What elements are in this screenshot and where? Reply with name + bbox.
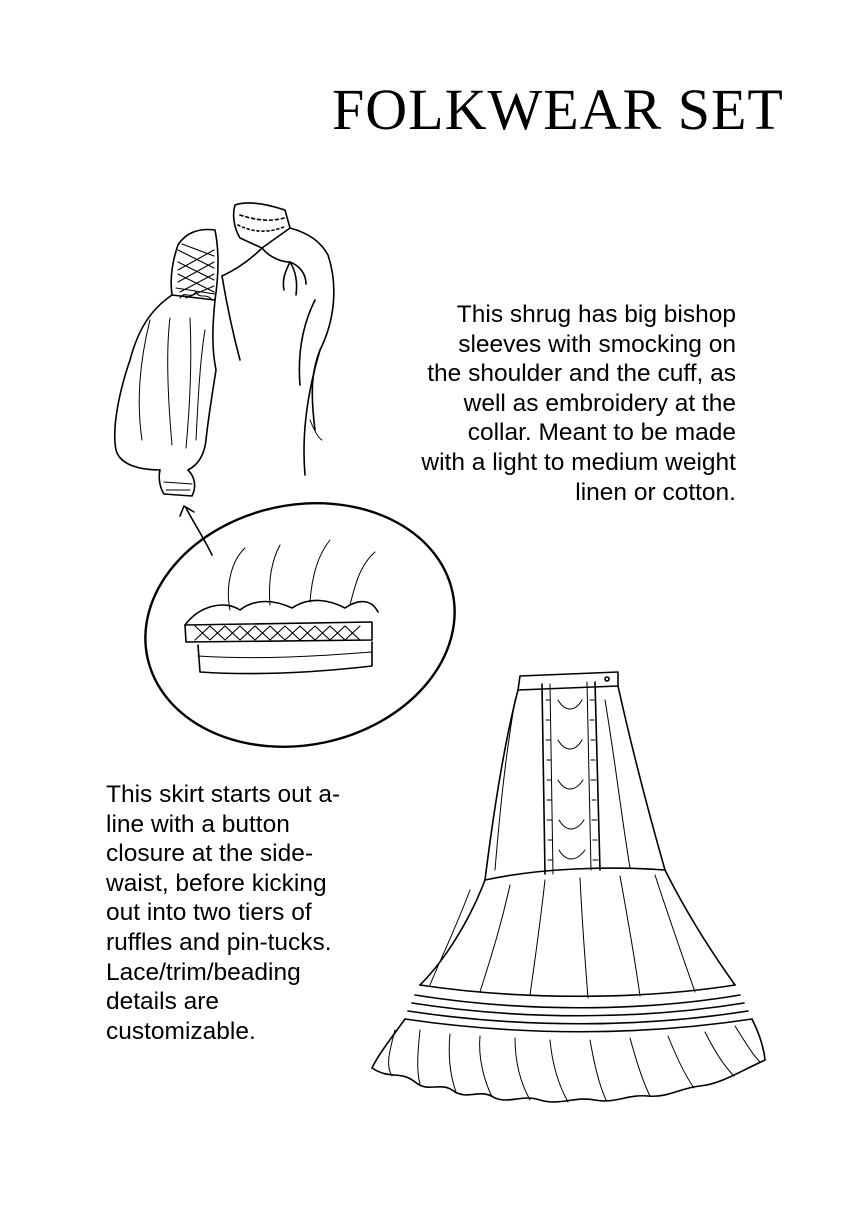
skirt-line: details are	[106, 988, 220, 1016]
shrug-line: well as embroidery at the	[463, 389, 736, 417]
page-title: FOLKWEAR SET	[332, 77, 784, 142]
skirt-line: This skirt starts out a-	[106, 781, 341, 808]
shrug-line: This shrug has big bishop	[456, 301, 736, 328]
skirt-illustration	[372, 672, 765, 1102]
skirt-line: out into two tiers of	[106, 899, 312, 927]
shrug-line: collar. Meant to be made	[467, 419, 736, 447]
skirt-line: customizable.	[106, 1017, 256, 1045]
skirt-line: Lace/trim/beading	[106, 958, 301, 986]
shrug-line: with a light to medium weight	[421, 448, 736, 476]
detail-arrow	[180, 506, 212, 555]
shrug-line: the shoulder and the cuff, as	[427, 360, 736, 388]
skirt-line: line with a button	[106, 810, 290, 838]
skirt-line: waist, before kicking	[106, 869, 327, 897]
cuff-detail-oval	[122, 475, 477, 775]
skirt-line: ruffles and pin-tucks.	[106, 928, 332, 956]
skirt-line: closure at the side-	[106, 840, 313, 868]
shrug-line: sleeves with smocking on	[458, 330, 736, 358]
shrug-line: linen or cotton.	[575, 478, 736, 506]
shrug-illustration	[115, 203, 334, 496]
